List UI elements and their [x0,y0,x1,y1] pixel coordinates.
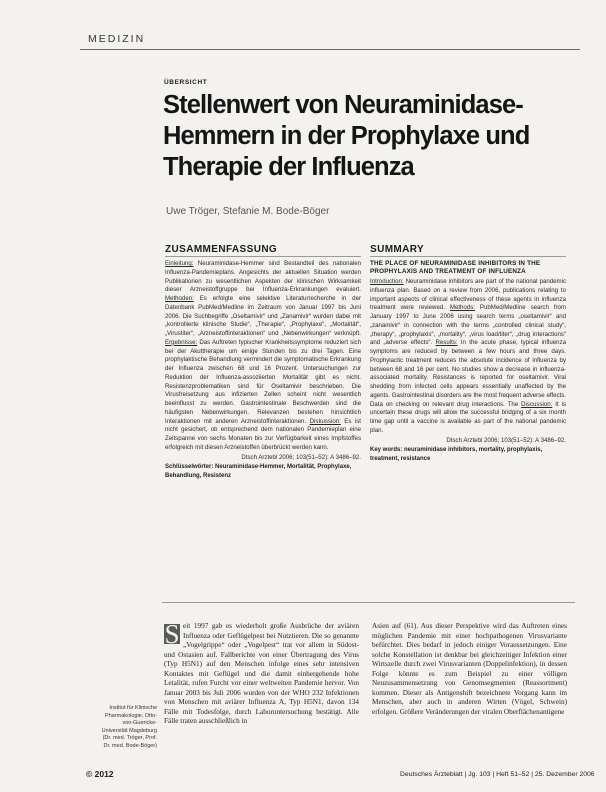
diskussion-text: Es ist nicht gesichert, ob entsprechend dem nationalen Pandemieplan eine Zeitspanne von sechs Monaten bis zur Verfügbarkeit eines Impfstoffes erfolgreich mit diesen Arzneistoffen überbrückt werden kann. [165,417,361,451]
introduction-text: Neuraminidase inhibitors are part of the national pandemic influenza plan. Based on a review from 2006, publications relating to important aspects of clinical effectiveness of these agents in influenza treatment were reviewed. [370,278,566,312]
schluesselwoerter [165,463,361,480]
methods-label: Methods: [449,304,475,312]
ergebnisse-text: Das Auftreten typischer Krankheitssymptome reduziert sich bei der Akuttherapie um einige Stunden bis zu drei Tagen. Eine prophylaktische Behandlung vermindert die symptomatische Erkrankung der Influenza zwischen 68 und 16 Prozent. Untersuchungen zur Reduktion der Influenza-assoziierten Mortalität gibt es nicht. Resistenzproblematiken sind für Oseltamivir beschrieben. Die Virusfreisetzung aus infizierten Zellen scheint nicht wesentlich beeinflusst zu werden. Gastrointestinale Beschwerden sind die häufigsten Nebenwirkungen. Relevanzen bestehen hinsichtlich Interaktionen mit anderen Arzneistoffinteraktionen. [165,338,361,425]
article-authors: Uwe Tröger, Stefanie M. Bode-Böger [166,206,330,217]
summary-subtitle: THE PLACE OF NEURAMINIDASE INHIBITORS IN THE PROPHYLAXIS AND TREATMENT OF INFLUENZA [370,260,541,275]
discussion-text: It is uncertain these drugs will allow the successful bridging of a six month time gap until a vaccine is available as part of the national pandemic plan. [370,400,566,434]
zusammenfassung-column [165,244,361,480]
body-column-2 [372,622,567,717]
methoden-label: Methoden: [165,295,194,302]
author-affiliation: Institut für Klinische Pharmakologie, Otto-von-Guericke-Universität Magdeburg (Dr. med. Tröger, Prof. Dr. med. Bode-Böger) [101,705,157,749]
summary-text [370,278,566,436]
body-column-1 [164,619,359,727]
schluesselwoerter-label: Schlüsselwörter: [165,464,214,471]
schluesselwoerter-text: Neuraminidase-Hemmer, Mortalität, Prophylaxe, Behandlung, Resistenz [165,464,352,479]
introduction-label: Introduction: [370,278,404,285]
diskussion-label: Diskussion: [309,417,341,425]
summary-column [370,244,566,463]
summary-heading: SUMMARY [370,244,566,257]
zusammenfassung-text [165,260,361,453]
body-paragraph-1 [164,619,359,727]
key-words-text: neuraminidase inhibitors, mortality, prophylaxis, treatment, resistance [370,447,543,462]
body-paragraph-2: Asien auf (61). Aus dieser Perspektive wird das Auftreten eines möglichen Pandemie mit einer hochpathogenen Virusvariante befürchtet. Dies bedarf in jedoch einiger Voraussetzungen. Eine solche Konstellation ist denkbar bei gleichzeitiger Infektion einer Wirtszelle durch zwei Virusvarianten (Doppelinfektion), in dessen Folge könnte es zum Beispiel zu einer völligen Neuzusammensetzung von Genomsegmenten (Reassortment) kommen. Dieser als Antigenshift bezeichnete Vorgang kann im Menschen, aber auch in anderen Wirten (Vögel, Schwein) erfolgen. Größere Veränderungen der viralen Oberflächenantigene [372,622,567,716]
article-kicker: ÜBERSICHT [164,79,208,86]
methods-text: PubMed/Medline search from January 1997 to June 2006 using search terms „oseltamivir“ and „zanamivir“ in connection with the terms „controlled clinical study“, „therapy“, „prophylaxis“, „mortality“, „virus load/titer“, „drug interactions“ and „adverse effects“. [370,304,566,347]
zusammenfassung-citation: Dtsch Arztebl 2006; 103(51–52): A 3486–92. [241,453,361,461]
key-words-label: Key words: [370,447,403,454]
header-rule [80,49,580,50]
footer-copyright: © 2012 [86,769,114,779]
zusammenfassung-heading: ZUSAMMENFASSUNG [165,244,361,257]
einleitung-label: Einleitung: [165,260,194,267]
methoden-text: Es erfolgte eine selektive Literaturrecherche in der Datenbank PubMed/Medline im Zeitraum von Januar 1997 bis Juni 2006. Die Suchbegriffe „Oseltamivir“ und „Zanamivir“ wurden dabei mit „kontrollierte klinische Studie“, „Therapie“, „Prophylaxe“, „Mortalität“, „Virustiter“, „Arzneistoffinteraktionen“ und „Nebenwirkungen“ verknüpft. [165,295,361,337]
einleitung-text: Neuraminidase-Hemmer sind Bestandteil des nationalen Influenza-Pandemieplans. Angesichts der aktuellen Situation werden Publikationen zu wesentlichen Aspekten der klinischen Wirksamkeit dieser Arzneistoffgruppe bei Influenza-Erkrankungen evaluiert. [165,260,361,294]
abstract-divider [162,602,575,603]
section-label: MEDIZIN [88,33,146,45]
footer-journal-info: Deutsches Ärzteblatt | Jg. 103 | Heft 51–52 | 25. Dezember 2006 [400,771,595,778]
results-text: In the acute phase, typical influenza symptoms are reduced by between a few hours and three days. Prophylactic treatment reduces the absolute incidence of influenza by between 68 and 16 per cent. No studies show a decrease in influenza-associated mortality. Resistances is reported for oseltamivir. Viral shedding from infected cells appears essentially unaffected by the agents. Gastrointestinal disorders are the most frequent adverse effects. Data on checking on relevant drug interactions. The [370,339,567,408]
key-words [370,446,566,463]
body-text-1: eit 1997 gab es wiederholt große Ausbrüche der aviären Influenza oder Geflügelpest bei Nutztieren. Die so genannte „Vogelgrippe“ oder „Vogelpest“ trat vor allem in Südost- und Ostasien auf. Fallberichte von einer Übertragung des Virus (Typ H5N1) auf den Menschen infolge eines sehr intensiven Kontaktes mit Geflügel und die damit einhergehende hohe Letalität, rufen Furcht vor einer weltweiten Pandemie hervor. Von Januar 2003 bis Juli 2006 wurden von der WHO 232 Infektionen von Menschen mit aviärer Influenza A, Typ H5N1, davon 134 Fälle mit Todesfolge, durch Laboruntersuchung bestätigt. Alle Fälle traten ausschließlich in [164,622,359,726]
drop-cap: S [164,619,180,649]
article-title: Stellenwert von Neuraminidase-Hemmern in der Prophylaxe und Therapie der Influenza [163,91,530,181]
results-label: Results: [435,339,458,347]
summary-citation: Dtsch Arztebl 2006; 103(51–52): A 3486–92. [446,436,566,444]
discussion-label: Discussion: [521,400,553,408]
ergebnisse-label: Ergebnisse: [165,338,198,346]
